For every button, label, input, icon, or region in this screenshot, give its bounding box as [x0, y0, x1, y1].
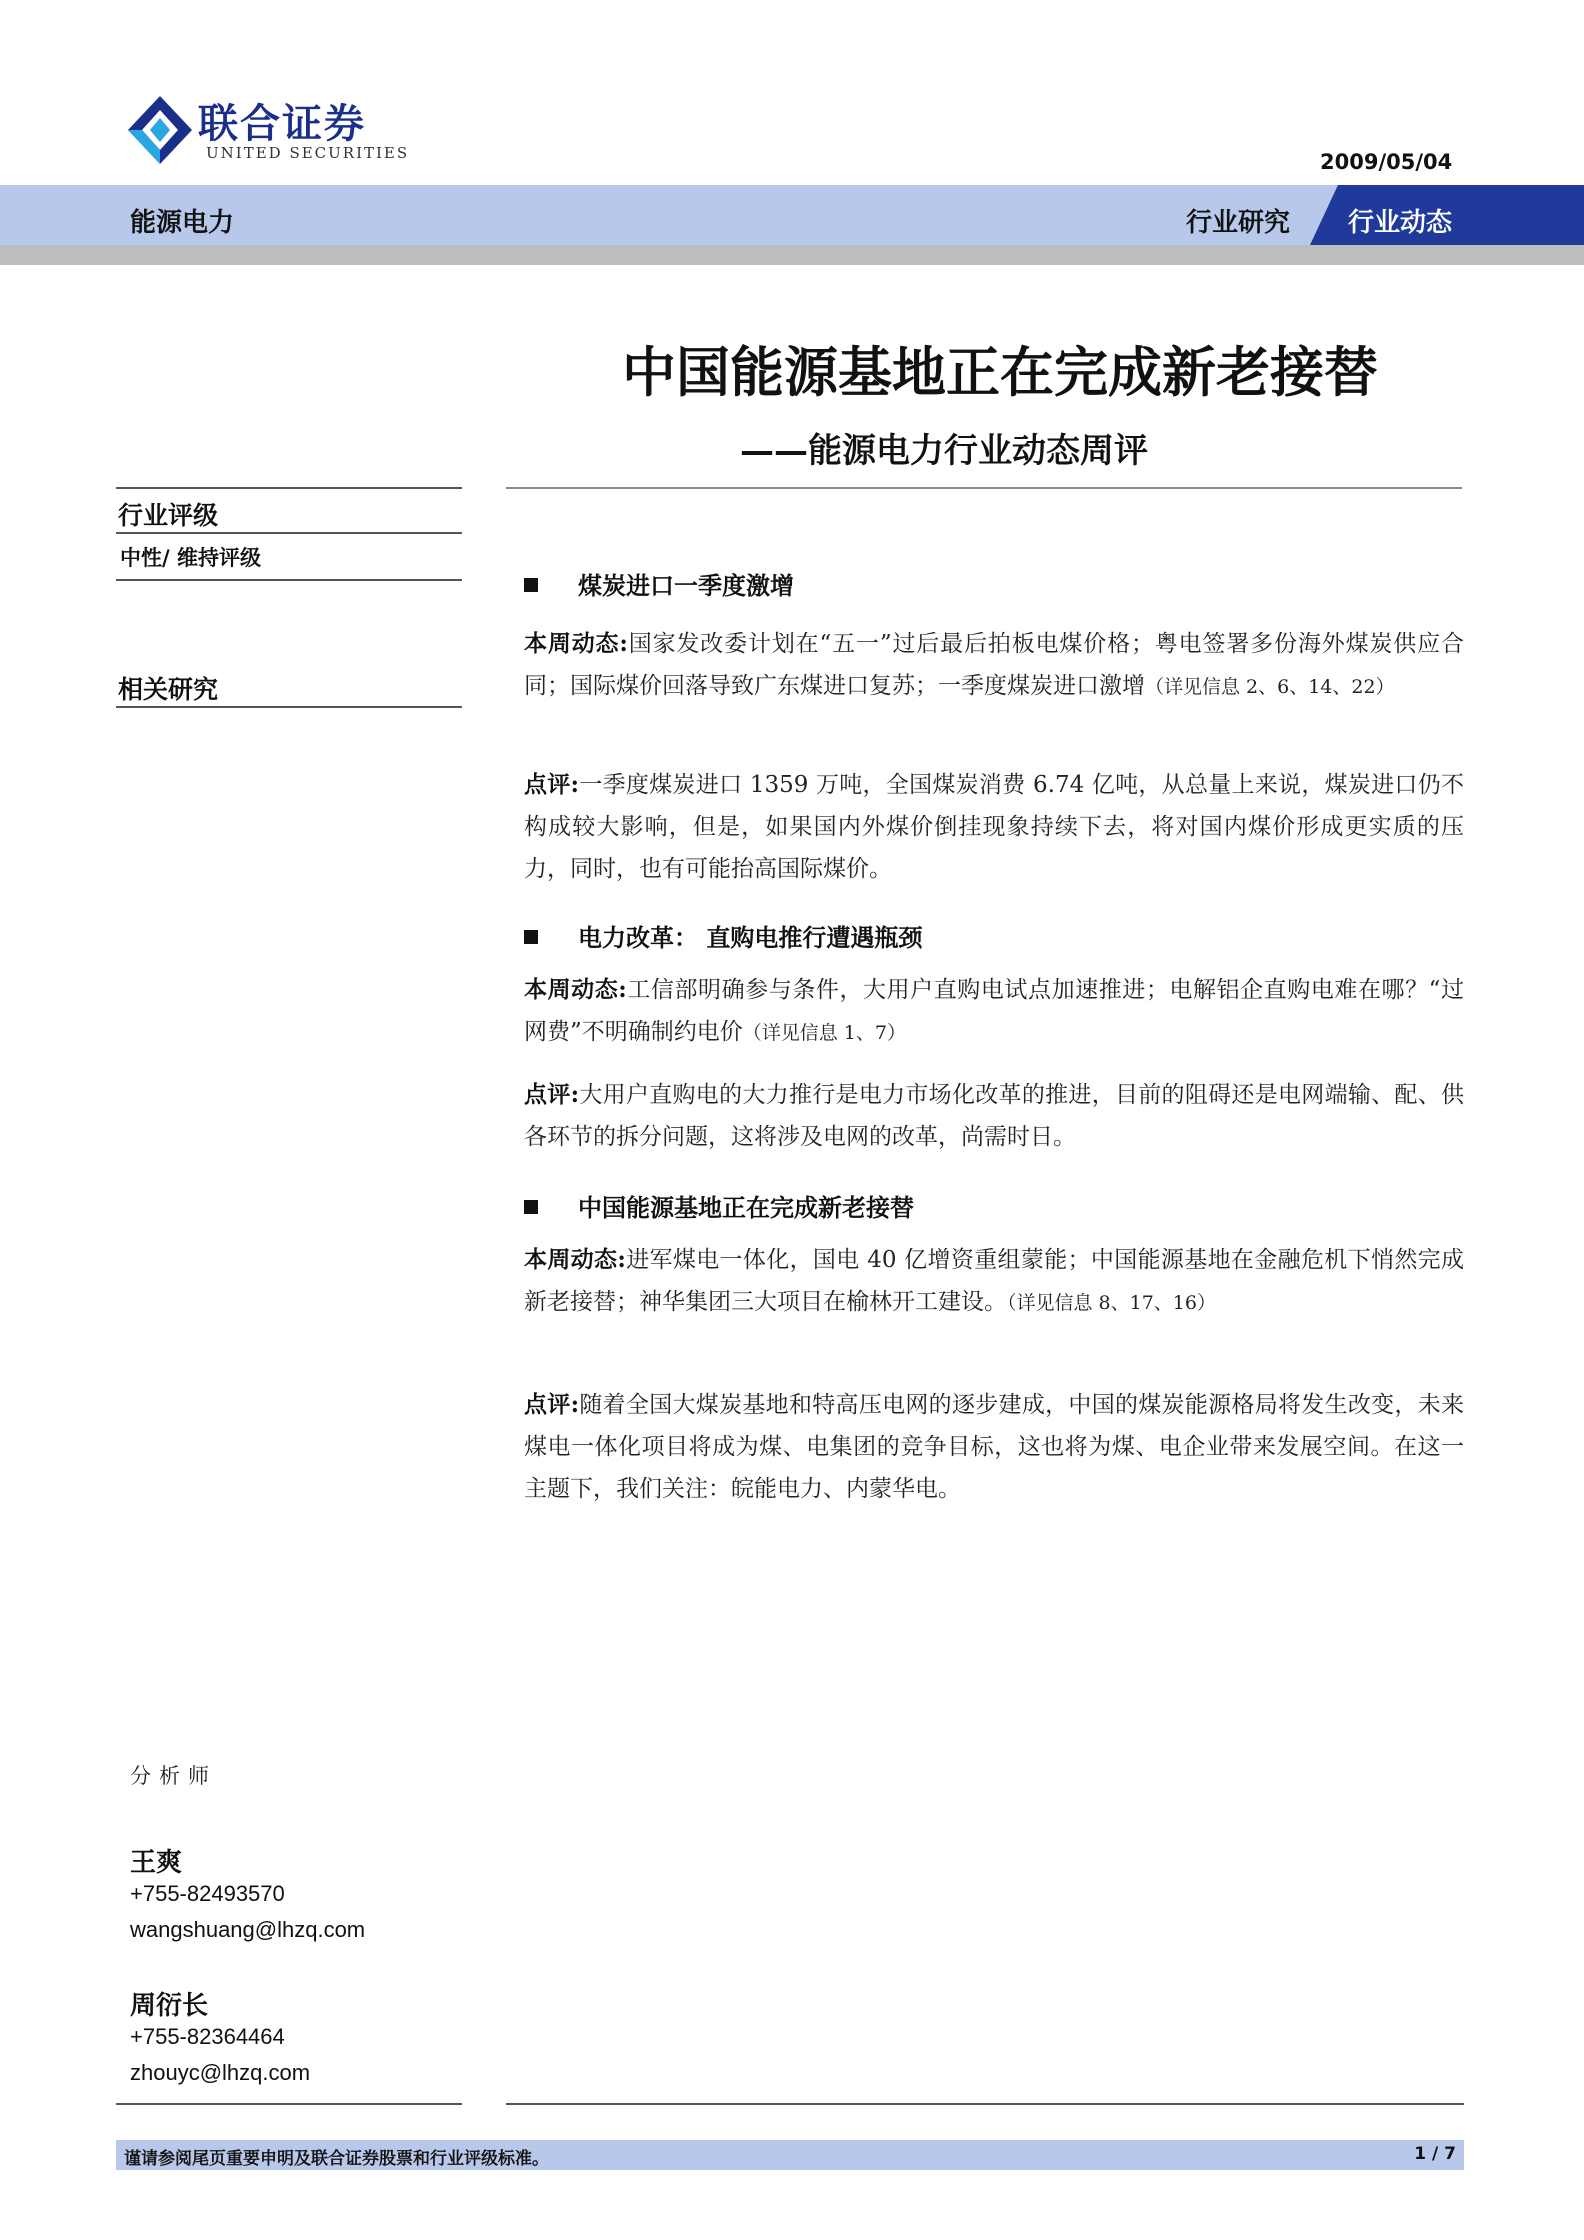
- report-date: 2009/05/04: [1320, 150, 1453, 174]
- report-title: 中国能源基地正在完成新老接替: [622, 340, 1378, 404]
- bottom-divider-left: [116, 2103, 462, 2105]
- section-dynamic-paragraph: 本周动态:进军煤电一体化，国电 40 亿增资重组蒙能；中国能源基地在金融危机下悄然完成新老接替；神华集团三大项目在榆林开工建设。（详见信息 8、17、16）: [524, 1246, 1464, 1315]
- report-subtitle: ——能源电力行业动态周评: [740, 431, 1148, 471]
- analyst-email[interactable]: zhouyc@lhzq.com: [130, 2060, 311, 2085]
- logo-english-name: UNITED SECURITIES: [206, 144, 410, 162]
- analyst-name: 王爽: [130, 1848, 183, 1878]
- category-industry-research: 行业研究: [1186, 208, 1291, 238]
- bullet-square-icon: [524, 578, 538, 592]
- section-dynamic-paragraph: 本周动态:国家发改委计划在“五一”过后最后拍板电煤价格；粤电签署多份海外煤炭供应合同；国际煤价回落导致广东煤进口复苏；一季度煤炭进口激增（详见信息 2、6、14、22）: [524, 630, 1464, 699]
- analyst-phone: +755-82364464: [130, 2024, 285, 2049]
- bullet-square-icon: [524, 1200, 538, 1214]
- page-number: 1 / 7: [1414, 2144, 1456, 2164]
- analyst-email[interactable]: wangshuang@lhzq.com: [130, 1917, 366, 1942]
- section-comment-paragraph: 点评:随着全国大煤炭基地和特高压电网的逐步建成，中国的煤炭能源格局将发生改变，未来煤电一体化项目将成为煤、电集团的竞争目标，这也将为煤、电企业带来发展空间。在这一主题下，我们关注：皖能电力、内蒙华电。: [524, 1391, 1465, 1502]
- section-comment-paragraph: 点评:一季度煤炭进口 1359 万吨，全国煤炭消费 6.74 亿吨，从总量上来说，煤炭进口仍不构成较大影响，但是，如果国内外煤价倒挂现象持续下去，将对国内煤价形成更实质的压力，同时，也有可能抬高国际煤价。: [524, 771, 1464, 882]
- header-band-shadow: [0, 245, 1584, 265]
- category-industry-dynamics: 行业动态: [1348, 208, 1453, 238]
- analyst-name: 周衍长: [130, 1991, 209, 2021]
- rating-value: 中性/ 维持评级: [120, 545, 261, 570]
- sidebar-divider: [116, 579, 462, 581]
- footer-disclaimer: 谨请参阅尾页重要申明及联合证券股票和行业评级标准。: [124, 2149, 549, 2169]
- logo-chinese-name: 联合证券: [198, 101, 366, 147]
- related-research-heading: 相关研究: [118, 675, 219, 704]
- rating-heading: 行业评级: [118, 501, 219, 530]
- section-heading: 电力改革： 直购电推行遭遇瓶颈: [524, 918, 922, 953]
- analyst-label: 分析师: [130, 1764, 217, 1788]
- sidebar-divider: [116, 706, 462, 708]
- sector-label: 能源电力: [130, 208, 235, 238]
- section-comment-paragraph: 点评:大用户直购电的大力推行是电力市场化改革的推进，目前的阻碍还是电网端输、配、供各环节的拆分问题，这将涉及电网的改革，尚需时日。: [524, 1081, 1465, 1150]
- title-divider: [506, 487, 1462, 489]
- sidebar-divider: [116, 532, 462, 534]
- section-heading: 中国能源基地正在完成新老接替: [524, 1188, 914, 1223]
- sidebar-divider: [116, 487, 462, 489]
- section-heading: 煤炭进口一季度激增: [524, 566, 794, 601]
- analyst-phone: +755-82493570: [130, 1881, 285, 1906]
- section-dynamic-paragraph: 本周动态:工信部明确参与条件，大用户直购电试点加速推进；电解铝企直购电难在哪？“过网费”不明确制约电价（详见信息 1、7）: [524, 976, 1464, 1045]
- bullet-square-icon: [524, 930, 538, 944]
- bottom-divider-right: [506, 2103, 1464, 2105]
